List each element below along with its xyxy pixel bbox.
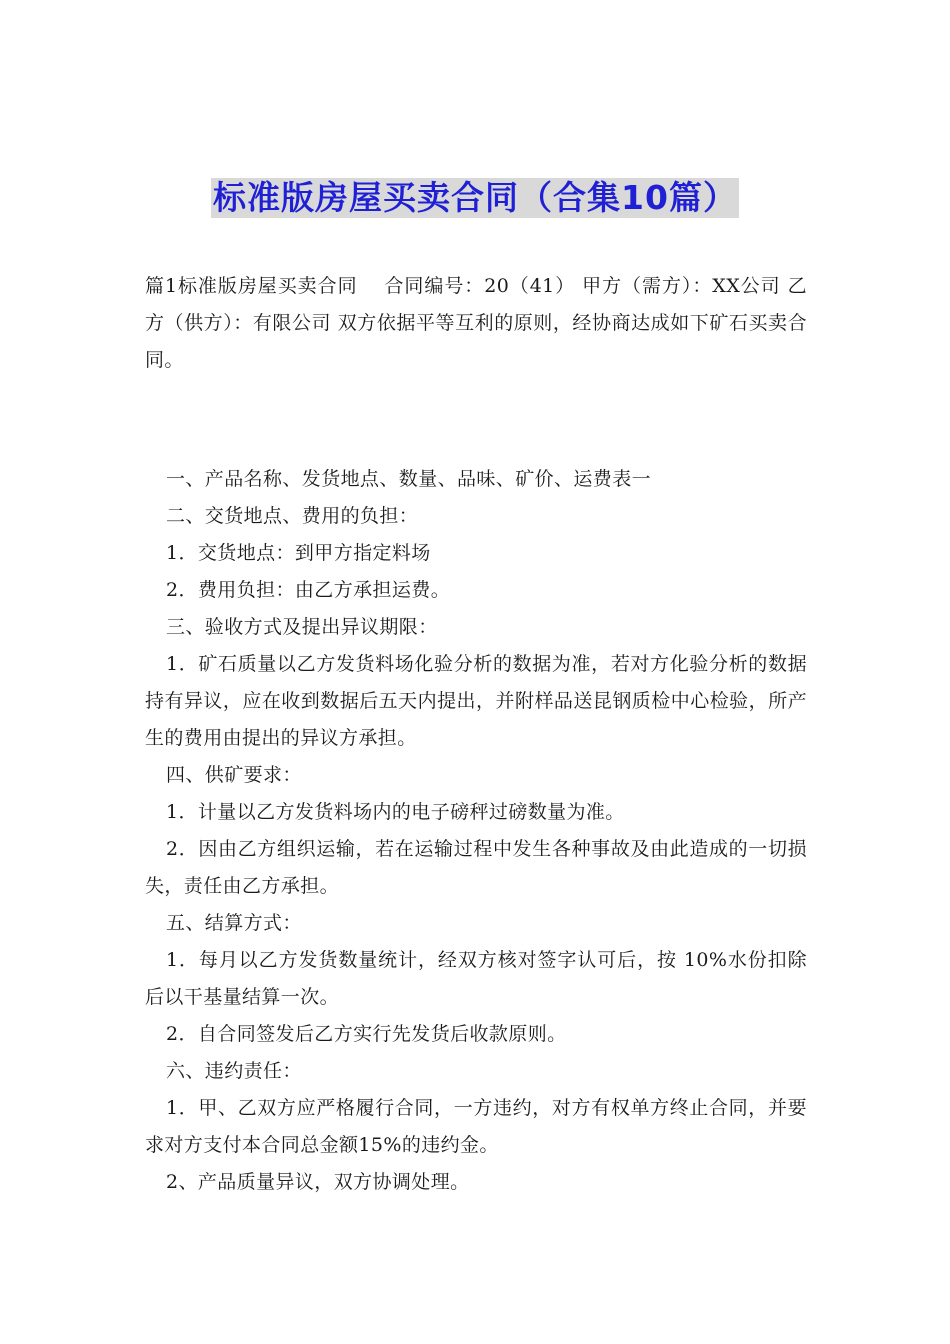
clause-paragraph: 1．计量以乙方发货料场内的电子磅秤过磅数量为准。	[166, 801, 625, 823]
clause-paragraph: 2．因由乙方组织运输，若在运输过程中发生各种事故及由此造成的一切损失，责任由乙方承担。	[145, 838, 807, 897]
document-body	[145, 268, 807, 1201]
clause-paragraph: 1．每月以乙方发货数量统计，经双方核对签字认可后，按 10%水份扣除后以干基量结算一次。	[145, 949, 807, 1008]
clause-paragraph: 四、供矿要求：	[166, 764, 302, 786]
clause-paragraph: 2．自合同签发后乙方实行先发货后收款原则。	[166, 1023, 567, 1045]
paragraph-spacer	[145, 379, 807, 461]
clause-paragraph: 三、验收方式及提出异议期限：	[166, 616, 438, 638]
clause-paragraph: 1．甲、乙双方应严格履行合同，一方违约，对方有权单方终止合同，并要求对方支付本合同总金额15%的违约金。	[145, 1097, 807, 1156]
clause-paragraph: 五、结算方式：	[166, 912, 302, 934]
title-container	[0, 178, 950, 218]
clause-paragraph: 六、违约责任：	[166, 1060, 302, 1082]
document-title: 标准版房屋买卖合同（合集10篇）	[213, 178, 737, 217]
clause-paragraph: 二、交货地点、费用的负担：	[166, 505, 419, 527]
clause-paragraph: 2．费用负担：由乙方承担运费。	[166, 579, 451, 601]
clause-paragraph: 一、产品名称、发货地点、数量、品味、矿价、运费表一	[166, 468, 652, 490]
clause-paragraph: 1．矿石质量以乙方发货料场化验分析的数据为准，若对方化验分析的数据持有异议，应在收到数据后五天内提出，并附样品送昆钢质检中心检验，所产生的费用由提出的异议方承担。	[145, 653, 807, 749]
clause-paragraph: 2、产品质量异议，双方协调处理。	[166, 1171, 470, 1193]
clause-paragraph: 1．交货地点：到甲方指定料场	[166, 542, 431, 564]
intro-paragraph: 篇1标准版房屋买卖合同 合同编号：20（41） 甲方（需方）：XX公司 乙方（供方）：有限公司 双方依据平等互利的原则，经协商达成如下矿石买卖合同。	[145, 275, 807, 371]
